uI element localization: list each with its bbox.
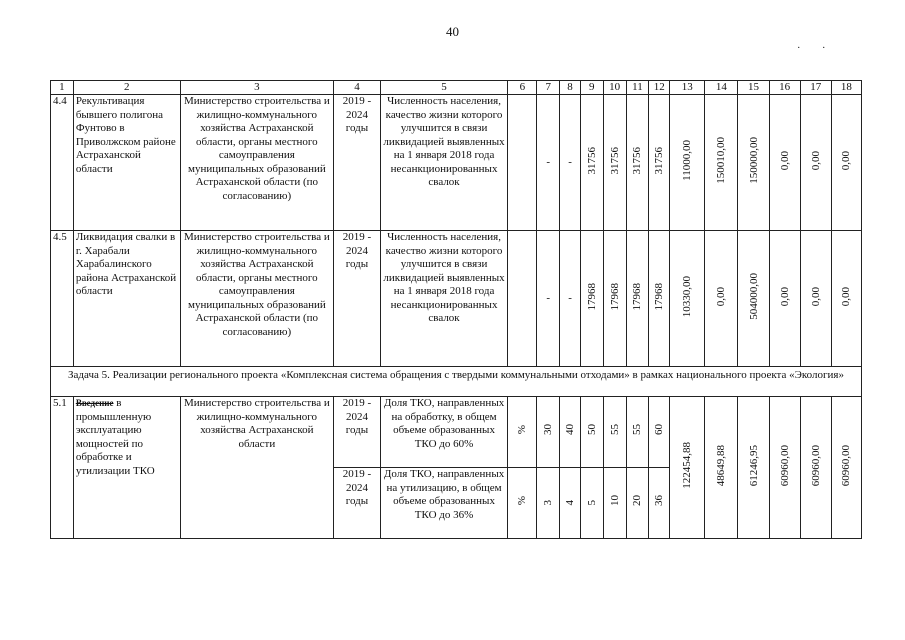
value: 150000,00 [747, 136, 760, 184]
cell-fin-2021 [738, 397, 769, 539]
header-cell: 8 [560, 81, 581, 95]
value: % [516, 496, 529, 506]
header-cell: 18 [831, 81, 861, 95]
header-cell: 12 [649, 81, 670, 95]
cell-2020 [560, 468, 581, 539]
value: 40 [564, 424, 577, 436]
indicator: Численность населения, качество жизни которого улучшится в связи ликвидацией выявленных на 1 января 2018 года несанкционированных свалок [380, 95, 508, 231]
value: 0,00 [809, 150, 822, 170]
cell-2022 [603, 397, 626, 468]
value: 36 [653, 495, 666, 507]
cell-fin-2022 [769, 397, 800, 539]
cell-fin-2020 [705, 397, 738, 539]
task-row [51, 367, 862, 397]
cell-2023 [626, 231, 649, 367]
cell-2019 [537, 397, 560, 468]
value: - [546, 291, 551, 304]
value: 4 [564, 499, 577, 506]
value: 60960,00 [778, 444, 791, 486]
cell-unit [508, 231, 537, 367]
cell-unit [508, 397, 537, 468]
cell-unit [508, 468, 537, 539]
value: 5 [585, 499, 598, 506]
value: 60960,00 [809, 444, 822, 486]
cell-fin-2019 [670, 231, 705, 367]
period: 2019 - 2024 годы [334, 95, 381, 231]
row-number: 4.4 [51, 95, 74, 231]
task-heading: Задача 5. Реализации регионального проекта «Комплексная система обращения с твердыми коммунальными отходами» в рамках национального проекта «Экология» [51, 367, 862, 397]
header-cell: 3 [180, 81, 333, 95]
cell-2023 [626, 397, 649, 468]
value: 17968 [608, 282, 621, 310]
measure-name-text: в промышленную эксплуатацию мощностей по обработке и утилизации ТКО [75, 397, 155, 477]
cell-fin-2021 [738, 95, 769, 231]
value: - [568, 155, 572, 168]
value: 55 [608, 424, 621, 436]
header-cell: 6 [508, 81, 537, 95]
table-row [51, 397, 862, 468]
struck-word: Введение [75, 398, 114, 408]
header-cell: 15 [738, 81, 769, 95]
executor: Министерство строительства и жилищно-коммунального хозяйства Астраханской области, органы местного самоуправления муниципальных образований Астраханской области (по согласованию) [180, 231, 333, 367]
cell-2021 [580, 468, 603, 539]
value: 150010,00 [715, 136, 728, 184]
indicator: Численность населения, качество жизни которого улучшится в связи ликвидацией выявленных на 1 января 2018 года несанкционированных свалок [380, 231, 508, 367]
value: 60 [653, 424, 666, 436]
header-cell: 9 [580, 81, 603, 95]
cell-2019 [537, 468, 560, 539]
table-row [51, 95, 862, 231]
cell-fin-2022 [769, 231, 800, 367]
cell-2022 [603, 468, 626, 539]
header-cell: 10 [603, 81, 626, 95]
value: 0,00 [778, 150, 791, 170]
value: 0,00 [809, 286, 822, 306]
value: 0,00 [778, 286, 791, 306]
executor: Министерство строительства и жилищно-коммунального хозяйства Астраханской области [180, 397, 333, 539]
value: 20 [631, 495, 644, 507]
cell-2020 [560, 231, 581, 367]
cell-fin-2023 [800, 397, 831, 539]
value: 31756 [585, 146, 598, 174]
cell-2022 [603, 231, 626, 367]
cell-2020 [560, 95, 581, 231]
header-cell: 13 [670, 81, 705, 95]
value: 0,00 [840, 286, 853, 306]
measure-name [73, 397, 180, 539]
cell-2020 [560, 397, 581, 468]
corner-marks: . . [797, 40, 835, 51]
value: 0,00 [840, 150, 853, 170]
value: 10330,00 [681, 275, 694, 317]
table-row [51, 231, 862, 367]
cell-fin-2021 [738, 231, 769, 367]
period: 2019 - 2024 годы [334, 468, 381, 539]
executor: Министерство строительства и жилищно-коммунального хозяйства Астраханской области, органы местного самоуправления муниципальных образований Астраханской области (по согласованию) [180, 95, 333, 231]
cell-2024 [649, 231, 670, 367]
cell-unit [508, 95, 537, 231]
cell-2023 [626, 468, 649, 539]
value: 48649,88 [715, 444, 728, 486]
cell-2019 [537, 95, 560, 231]
cell-fin-2020 [705, 231, 738, 367]
page-number: 40 [446, 24, 459, 39]
row-number: 4.5 [51, 231, 74, 367]
value: 0,00 [715, 286, 728, 306]
cell-fin-2020 [705, 95, 738, 231]
value: 122454,88 [681, 441, 694, 489]
header-cell: 14 [705, 81, 738, 95]
value: % [516, 425, 529, 435]
value: - [568, 291, 572, 304]
header-cell: 7 [537, 81, 560, 95]
cell-2022 [603, 95, 626, 231]
header-cell: 16 [769, 81, 800, 95]
value: - [546, 155, 551, 168]
period: 2019 - 2024 годы [334, 397, 381, 468]
data-table [50, 80, 862, 539]
header-cell: 11 [626, 81, 649, 95]
value: 11000,00 [681, 139, 694, 181]
value: 31756 [653, 146, 666, 174]
value: 50 [585, 424, 598, 436]
cell-2024 [649, 95, 670, 231]
value: 504000,00 [747, 272, 760, 320]
value: 17968 [631, 282, 644, 310]
cell-fin-2019 [670, 397, 705, 539]
value: 61246,95 [747, 444, 760, 486]
cell-2019 [537, 231, 560, 367]
header-row [51, 81, 862, 95]
header-cell: 4 [334, 81, 381, 95]
value: 60960,00 [840, 444, 853, 486]
indicator: Доля ТКО, направленных на утилизацию, в общем объеме образованных ТКО до 36% [380, 468, 508, 539]
row-number: 5.1 [51, 397, 74, 539]
cell-2024 [649, 397, 670, 468]
value: 30 [542, 424, 555, 436]
measure-name: Рекультивация бывшего полигона Фунтово в Приволжском районе Астраханской области [73, 95, 180, 231]
value: 17968 [653, 282, 666, 310]
cell-fin-2023 [800, 95, 831, 231]
header-cell: 1 [51, 81, 74, 95]
cell-fin-2023 [800, 231, 831, 367]
measure-name: Ликвидация свалки в г. Харабали Харабалинского района Астраханской области [73, 231, 180, 367]
cell-2021 [580, 231, 603, 367]
value: 3 [542, 499, 555, 506]
cell-2024 [649, 468, 670, 539]
period: 2019 - 2024 годы [334, 231, 381, 367]
header-cell: 17 [800, 81, 831, 95]
header-cell: 2 [73, 81, 180, 95]
indicator: Доля ТКО, направленных на обработку, в общем объеме образованных ТКО до 60% [380, 397, 508, 468]
value: 10 [608, 495, 621, 507]
cell-2023 [626, 95, 649, 231]
cell-fin-2019 [670, 95, 705, 231]
value: 17968 [585, 282, 598, 310]
cell-2021 [580, 397, 603, 468]
cell-fin-2024 [831, 95, 861, 231]
value: 55 [631, 424, 644, 436]
value: 31756 [608, 146, 621, 174]
header-cell: 5 [380, 81, 508, 95]
value: 31756 [631, 146, 644, 174]
cell-fin-2024 [831, 397, 861, 539]
cell-2021 [580, 95, 603, 231]
cell-fin-2024 [831, 231, 861, 367]
cell-fin-2022 [769, 95, 800, 231]
